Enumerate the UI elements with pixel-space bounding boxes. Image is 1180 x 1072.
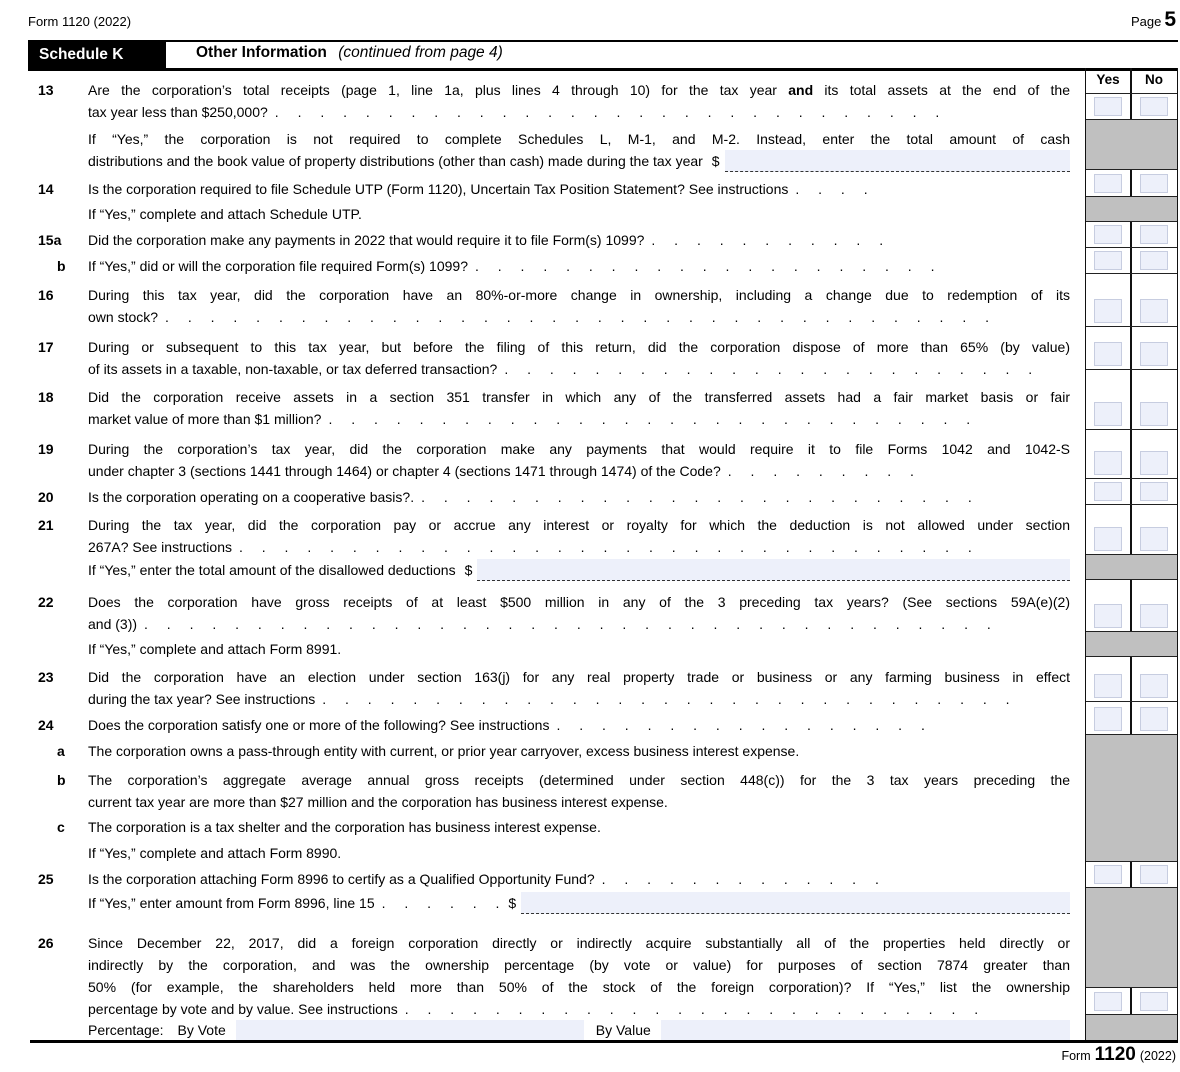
dot-leader: . . . . . . . . . . . . . . . . . . . . . . . . . . . . . . . bbox=[322, 691, 1010, 707]
schedule-k-badge: Schedule K bbox=[28, 42, 166, 68]
q20-yes-checkbox[interactable] bbox=[1094, 482, 1122, 501]
q17-no-checkbox[interactable] bbox=[1140, 342, 1168, 366]
question-13 bbox=[30, 79, 1070, 123]
by-value-label: By Value bbox=[595, 1022, 651, 1038]
question-23: 23 Did the corporation have an election under section 163(j) for any real property trade or business or any farming business in effect during the tax year? See instructions . . . . . . . . . . . . . . . . . . . . . . . . . . . . . . . bbox=[30, 666, 1070, 710]
percentage-label: Percentage: bbox=[88, 1022, 164, 1038]
q26-no-checkbox[interactable] bbox=[1140, 992, 1168, 1011]
q21-answer-row bbox=[1086, 505, 1177, 555]
section-title bbox=[196, 44, 503, 62]
q21-no-checkbox[interactable] bbox=[1140, 527, 1168, 551]
footer-form-word: Form bbox=[1061, 1049, 1091, 1063]
dollar-sign: $ bbox=[508, 895, 517, 911]
na-shaded-cell bbox=[1086, 632, 1177, 657]
q15b-yes-checkbox[interactable] bbox=[1094, 251, 1122, 270]
question-24c: c The corporation is a tax shelter and the corporation has business interest expense. bbox=[30, 816, 1070, 838]
dot-leader: . . . . . . . . . . . . . . . . . . . . . . . . . bbox=[421, 489, 972, 505]
dot-leader: . . . . . . . . . . . . . . . . . . . . . . . . . . . . . . bbox=[274, 104, 940, 120]
q26-answer-row bbox=[1086, 988, 1177, 1015]
question-22-number: 22 bbox=[38, 594, 54, 610]
yes-column-header: Yes bbox=[1096, 72, 1120, 87]
q14-yes-checkbox[interactable] bbox=[1094, 174, 1122, 193]
q25-answer-row bbox=[1086, 862, 1177, 888]
question-25-number: 25 bbox=[38, 871, 54, 887]
q22-answer-row bbox=[1086, 580, 1177, 632]
dot-leader: . . . . . . . . . . . bbox=[651, 232, 884, 248]
q19-yes-checkbox[interactable] bbox=[1094, 451, 1122, 475]
question-24-note: If “Yes,” complete and attach Form 8990. bbox=[88, 845, 342, 861]
yes-no-answer-table bbox=[1085, 68, 1178, 1040]
q13-yes-checkbox[interactable] bbox=[1094, 97, 1122, 116]
question-21-number: 21 bbox=[38, 517, 54, 533]
q17-answer-row bbox=[1086, 327, 1177, 370]
dot-leader: . . . . . . . . . . . . . . . . . . . . . . . . . . . . . . . . . . . . . bbox=[165, 309, 989, 325]
question-21: 21 During the tax year, did the corporation pay or accrue any interest or royalty for which the deduction is not allowed under section 267A? See instructions . . . . . . . . . . . . . . . . . . . . . . . . . . . . . . . . . bbox=[30, 514, 1070, 558]
q18-yes-checkbox[interactable] bbox=[1094, 402, 1122, 426]
section-subtitle: (continued from page 4) bbox=[338, 44, 503, 61]
q15a-answer-row bbox=[1086, 222, 1177, 248]
question-14: 14 Is the corporation required to file Schedule UTP (Form 1120), Uncertain Tax Position Statement? See instructions . . . . bbox=[30, 178, 1070, 200]
question-15b-number: b bbox=[57, 258, 66, 274]
q14-answer-row bbox=[1086, 170, 1177, 197]
dot-leader: . . . . . . . . . . . . . . . . . . . . . . . . . . . . . . . . . bbox=[238, 539, 972, 555]
dot-leader: . . . . . . . . . . . . . . . . . . . . . . . . . . . . . . . . . . . . . . bbox=[144, 616, 991, 632]
page-word: Page bbox=[1130, 14, 1162, 29]
dot-leader: . . . . . . . . . . . . . . . . . bbox=[556, 717, 925, 733]
footer-form-number: 1120 bbox=[1094, 1044, 1136, 1065]
q25-no-checkbox[interactable] bbox=[1140, 865, 1168, 884]
q17-yes-checkbox[interactable] bbox=[1094, 342, 1122, 366]
question-20-number: 20 bbox=[38, 489, 54, 505]
dot-leader: . . . . . . . . . . . . . . . . . . . . . bbox=[474, 258, 935, 274]
na-shaded-cell bbox=[1086, 555, 1177, 580]
q20-no-checkbox[interactable] bbox=[1140, 482, 1168, 501]
yes-no-header-row bbox=[1086, 68, 1177, 94]
q23-no-checkbox[interactable] bbox=[1140, 674, 1168, 698]
q13-cash-distributions-input[interactable] bbox=[725, 150, 1070, 172]
question-15b: b If “Yes,” did or will the corporation file required Form(s) 1099? . . . . . . . . . . . . . . . . . . . . . bbox=[30, 255, 1070, 277]
dot-leader: . . . . . . . . . . . . . bbox=[601, 871, 879, 887]
form-number-header: Form 1120 (2022) bbox=[28, 14, 132, 29]
question-14-number: 14 bbox=[38, 181, 54, 197]
q13-answer-row bbox=[1086, 94, 1177, 120]
question-25: 25 Is the corporation attaching Form 8996 to certify as a Qualified Opportunity Fund? . . . . . . . . . . . . . bbox=[30, 868, 1070, 890]
dot-leader: . . . . . . . . . . . . . . . . . . . . . . . . . . . . . bbox=[328, 411, 971, 427]
page-number: 5 bbox=[1164, 8, 1176, 31]
question-13-note: If “Yes,” the corporation is not required to complete Schedules L, M-1, and M-2. Instead, enter the total amount of cash distributions and the book value of property distributions (other than cash) made during the tax year $ bbox=[30, 128, 1070, 172]
section-title-text: Other Information bbox=[196, 44, 327, 61]
q18-answer-row bbox=[1086, 370, 1177, 430]
question-24a-letter: a bbox=[57, 743, 65, 759]
q15a-yes-checkbox[interactable] bbox=[1094, 225, 1122, 244]
dot-leader: . . . . . . bbox=[381, 895, 500, 911]
q18-no-checkbox[interactable] bbox=[1140, 402, 1168, 426]
q24-yes-checkbox[interactable] bbox=[1094, 707, 1122, 731]
q15b-answer-row bbox=[1086, 248, 1177, 274]
question-15a-number: 15a bbox=[38, 232, 62, 248]
question-22-note: If “Yes,” complete and attach Form 8991. bbox=[88, 641, 342, 657]
no-column-header: No bbox=[1145, 72, 1163, 87]
question-21-note: If “Yes,” enter the total amount of the disallowed deductions $ bbox=[30, 559, 1070, 581]
question-24-number: 24 bbox=[38, 717, 54, 733]
q21-disallowed-deductions-input[interactable] bbox=[477, 559, 1070, 581]
q26-yes-checkbox[interactable] bbox=[1094, 992, 1122, 1011]
page-indicator bbox=[1131, 8, 1176, 32]
question-15a: 15a Did the corporation make any payments in 2022 that would require it to file Form(s) 1099? . . . . . . . . . . . bbox=[30, 229, 1070, 251]
divider bbox=[28, 40, 1178, 42]
question-23-number: 23 bbox=[38, 669, 54, 685]
question-26-number: 26 bbox=[38, 935, 54, 951]
q15b-no-checkbox[interactable] bbox=[1140, 251, 1168, 270]
na-shaded-cell bbox=[1086, 120, 1177, 170]
dot-leader: . . . . . . . . . . . . . . . . . . . . . . . . bbox=[504, 361, 1033, 377]
q14-no-checkbox[interactable] bbox=[1140, 174, 1168, 193]
question-20: 20 Is the corporation operating on a cooperative basis?. . . . . . . . . . . . . . . . . . . . . . . . . . bbox=[30, 486, 1070, 508]
na-shaded-cell bbox=[1086, 197, 1177, 222]
q26-by-vote-input[interactable] bbox=[236, 1020, 584, 1041]
question-24: 24 Does the corporation satisfy one or more of the following? See instructions . . . . . . . . . . . . . . . . . bbox=[30, 714, 1070, 736]
q16-no-checkbox[interactable] bbox=[1140, 299, 1168, 323]
footer-form-year: (2022) bbox=[1139, 1049, 1176, 1063]
q22-yes-checkbox[interactable] bbox=[1094, 604, 1122, 628]
q22-no-checkbox[interactable] bbox=[1140, 604, 1168, 628]
dollar-sign: $ bbox=[464, 562, 473, 578]
question-19-number: 19 bbox=[38, 441, 54, 457]
question-26-percentage-row bbox=[30, 1019, 1070, 1041]
question-24c-letter: c bbox=[57, 819, 65, 835]
q20-answer-row bbox=[1086, 479, 1177, 505]
q23-yes-checkbox[interactable] bbox=[1094, 674, 1122, 698]
question-17: 17 During or subsequent to this tax year, but before the filing of this return, did the corporation dispose of more than 65% (by value) of its assets in a taxable, non-taxable, or tax deferred transaction? . . . . . . . . . . . . . . . . . . . . . . . . bbox=[30, 336, 1070, 380]
question-22: 22 Does the corporation have gross receipts of at least $500 million in any of the 3 preceding tax years? (See sections 59A(e)(2) and (3)) . . . . . . . . . . . . . . . . . . . . . . . . . . . . . . . . . . . . . . bbox=[30, 591, 1070, 635]
question-13-number: 13 bbox=[38, 82, 54, 98]
q13-no-checkbox[interactable] bbox=[1140, 97, 1168, 116]
question-24a: a The corporation owns a pass-through entity with current, or prior year carryover, excess business interest expense. bbox=[30, 740, 1070, 762]
question-16: 16 During this tax year, did the corporation have an 80%-or-more change in ownership, including a change due to redemption of its own stock? . . . . . . . . . . . . . . . . . . . . . . . . . . . . . . . . . . . . . bbox=[30, 284, 1070, 328]
question-16-number: 16 bbox=[38, 287, 54, 303]
form-number-footer bbox=[1061, 1044, 1176, 1066]
question-25-note: If “Yes,” enter amount from Form 8996, line 15 . . . . . . $ bbox=[30, 892, 1070, 914]
q16-answer-row bbox=[1086, 274, 1177, 327]
na-shaded-cell bbox=[1086, 735, 1177, 862]
question-26: 26 Since December 22, 2017, did a foreign corporation directly or indirectly acquire substantially all of the properties held directly or indirectly by the corporation, and was the ownership percentage (by vote or value) for purposes of section 7874 greater than 50% (for example, the shareholders held more than 50% of the stock of the foreign corporation)? If “Yes,” list the ownership percentage by vote and by value. See instructions . . . . . . . . . . . . . . . . . . . . . . . . . . bbox=[30, 932, 1070, 1020]
by-vote-label: By Vote bbox=[177, 1022, 226, 1038]
question-18: 18 Did the corporation receive assets in a section 351 transfer in which any of the transferred assets had a fair market basis or fair market value of more than $1 million? . . . . . . . . . . . . . . . . . . . . . . . . . . . . . bbox=[30, 386, 1070, 430]
dot-leader: . . . . bbox=[795, 181, 868, 197]
q26-by-value-input[interactable] bbox=[661, 1020, 1070, 1041]
q25-form8996-amount-input[interactable] bbox=[521, 892, 1070, 914]
question-18-number: 18 bbox=[38, 389, 54, 405]
divider bbox=[28, 68, 1178, 71]
dollar-sign: $ bbox=[711, 153, 720, 169]
na-shaded-cell bbox=[1086, 1015, 1177, 1040]
dot-leader: . . . . . . . . . bbox=[727, 463, 914, 479]
q19-answer-row bbox=[1086, 430, 1177, 479]
question-17-number: 17 bbox=[38, 339, 54, 355]
na-shaded-cell bbox=[1086, 888, 1177, 988]
q23-answer-row bbox=[1086, 657, 1177, 702]
question-24b: b The corporation’s aggregate average annual gross receipts (determined under section 448(c)) for the 3 tax years preceding the current tax year are more than $27 million and the corporation has business interest expense. bbox=[30, 769, 1070, 813]
q21-yes-checkbox[interactable] bbox=[1094, 527, 1122, 551]
question-19: 19 During the corporation’s tax year, did the corporation make any payments that would require it to file Forms 1042 and 1042-S under chapter 3 (sections 1441 through 1464) or chapter 4 (sections 1471 through 1474) of the Code? . . . . . . . . . bbox=[30, 438, 1070, 482]
question-14-note: If “Yes,” complete and attach Schedule UTP. bbox=[88, 206, 362, 222]
question-24b-letter: b bbox=[57, 772, 66, 788]
q19-no-checkbox[interactable] bbox=[1140, 451, 1168, 475]
q16-yes-checkbox[interactable] bbox=[1094, 299, 1122, 323]
q25-yes-checkbox[interactable] bbox=[1094, 865, 1122, 884]
q24-no-checkbox[interactable] bbox=[1140, 707, 1168, 731]
q15a-no-checkbox[interactable] bbox=[1140, 225, 1168, 244]
divider bbox=[30, 1040, 1178, 1043]
dot-leader: . . . . . . . . . . . . . . . . . . . . . . . . . . bbox=[404, 1001, 979, 1017]
question-13-text: Are the corporation’s total receipts (page 1, line 1a, plus lines 4 through 10) for the tax year and its total assets at the end of the tax year less than $250,000? . . . . . . . . . . . . . . . . . . . . . . . . . . . . . . bbox=[88, 82, 1070, 120]
q24-answer-row bbox=[1086, 702, 1177, 735]
